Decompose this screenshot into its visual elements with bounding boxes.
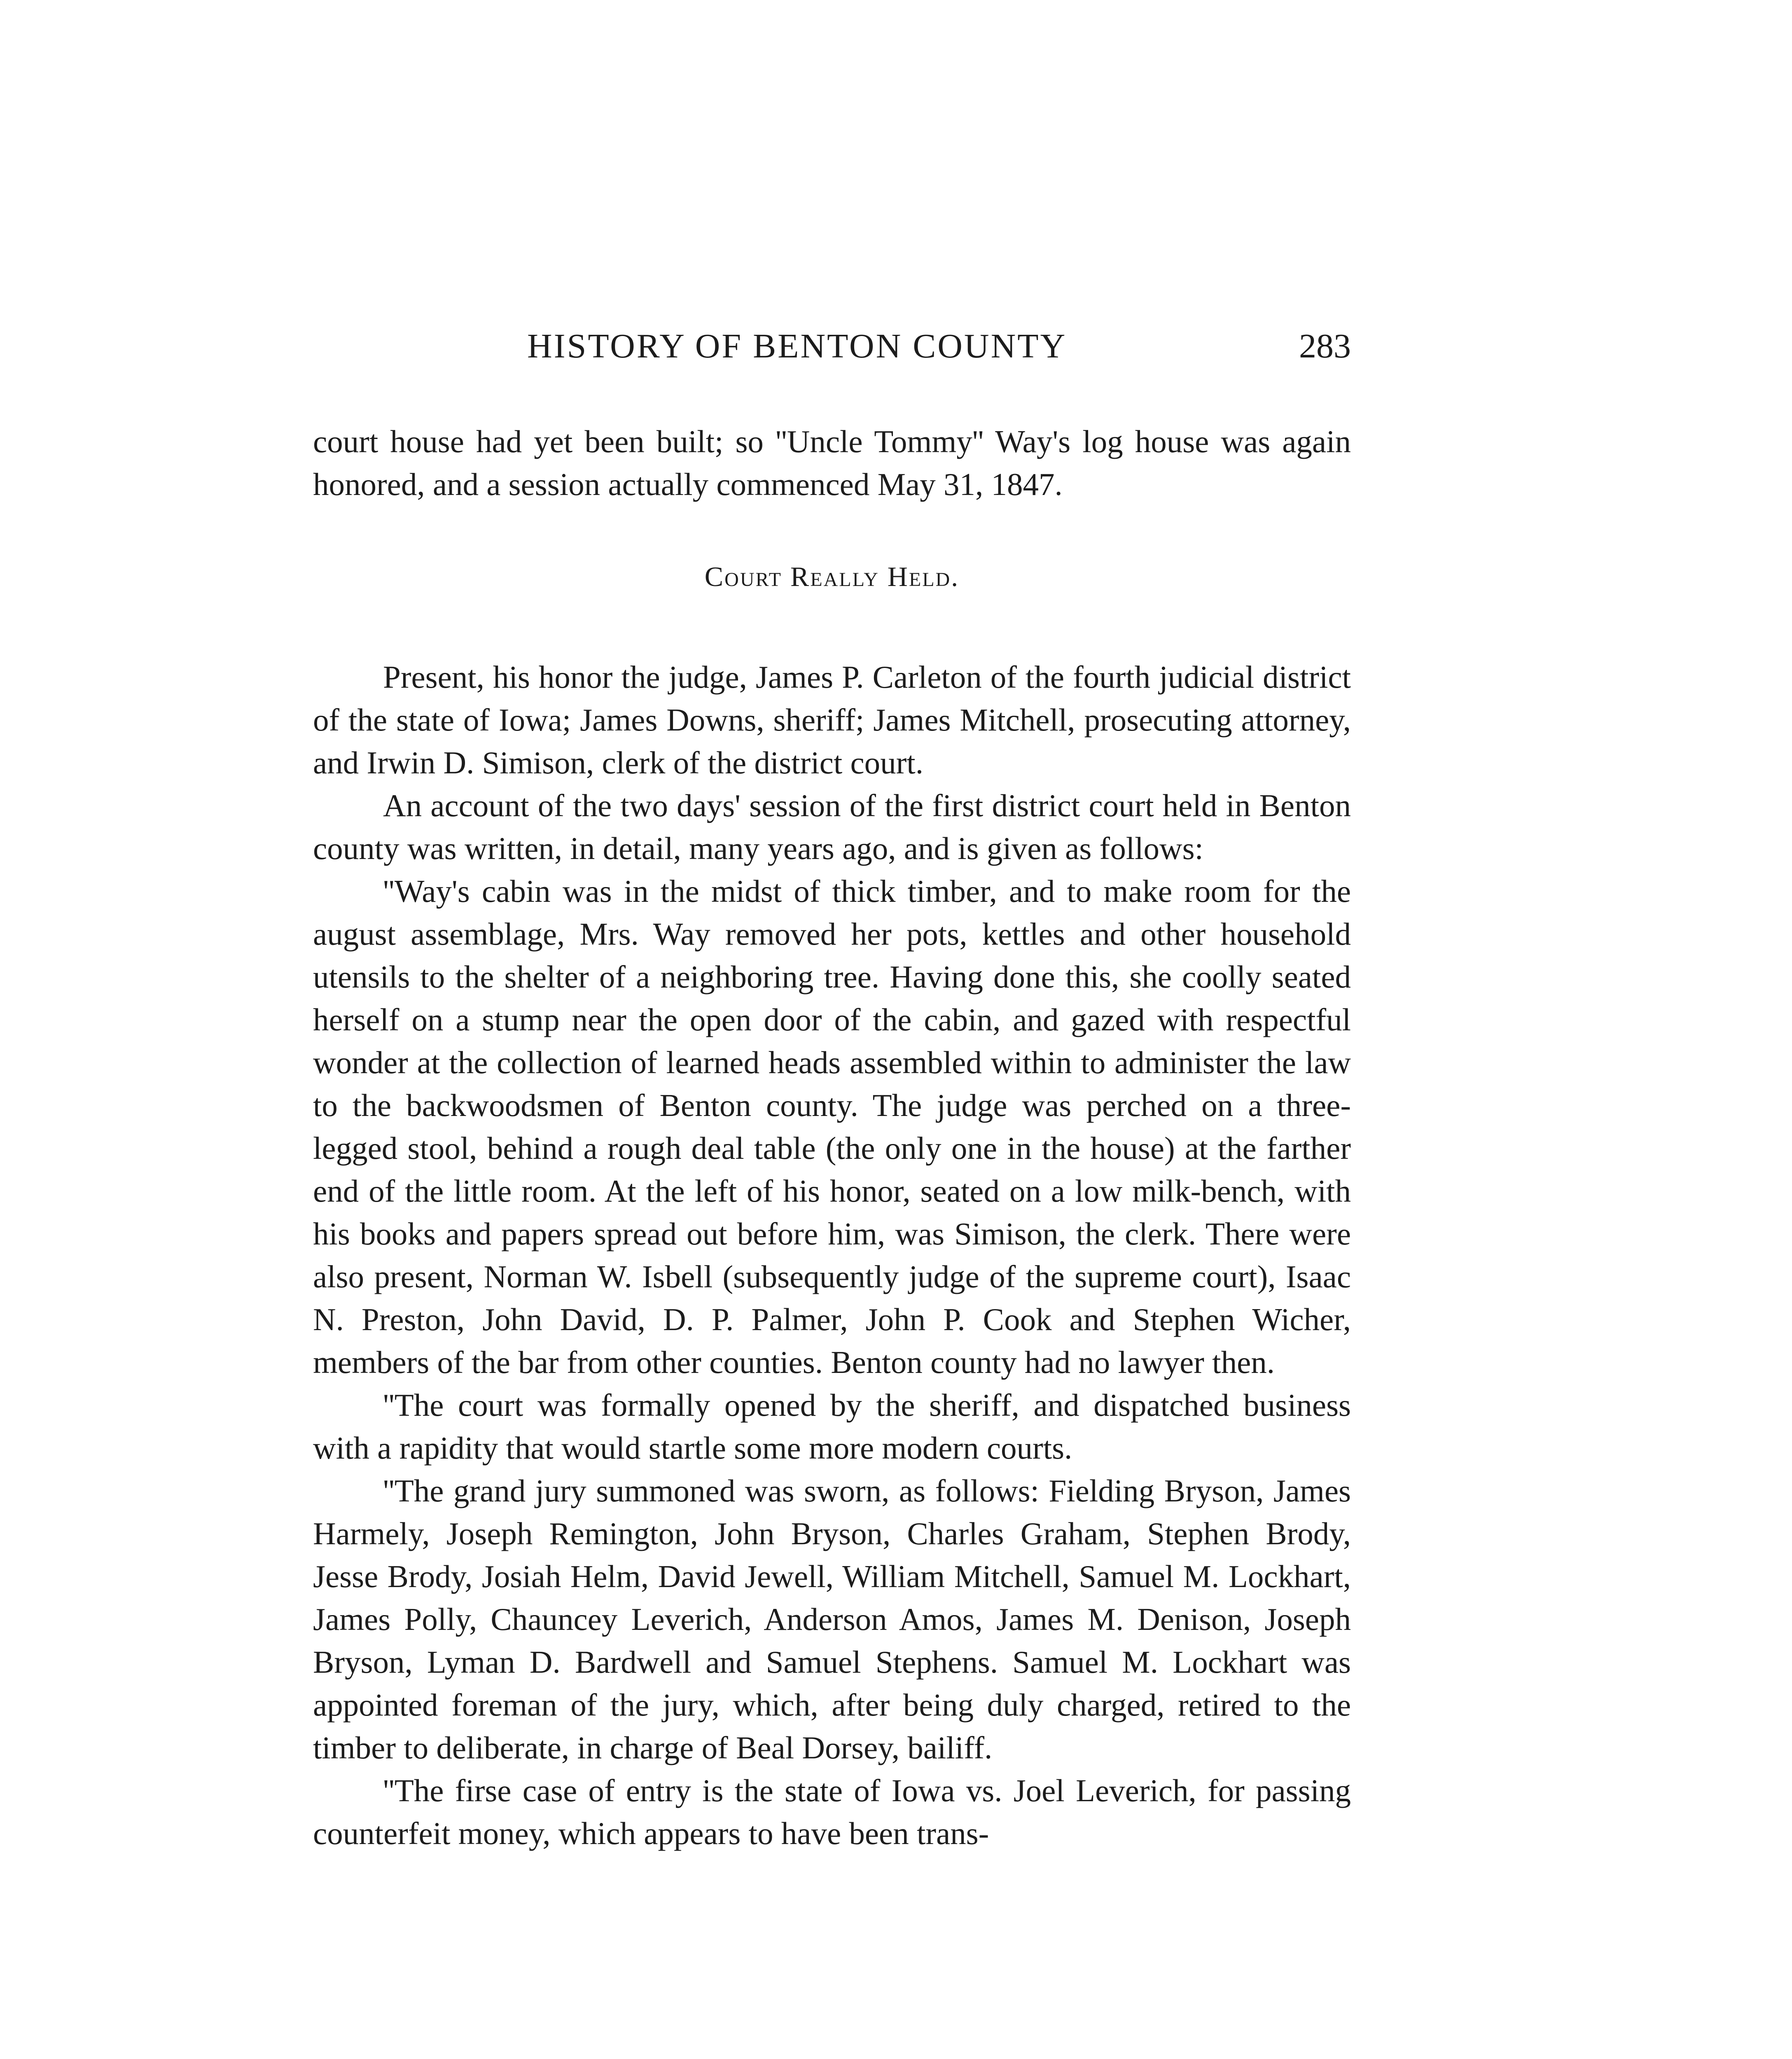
running-title: HISTORY OF BENTON COUNTY [527, 327, 1067, 365]
paragraph-first-case: ''The firse case of entry is the state of Iowa vs. Joel Leverich, for passing counterfeit money, which appears to have been trans- [313, 1773, 1351, 1851]
paragraph-way-cabin: ''Way's cabin was in the midst of thick timber, and to make room for the august assemblage, Mrs. Way removed her pots, kettles and other household utensils to the shelter of a neighboring tree. Having done this, she coolly seated herself on a stump near the open door of the cabin, and gazed with respectful wonder at the collection of learned heads assembled within to administer the law to the backwoodsmen of Benton county. The judge was perched on a three-legged stool, behind a rough deal table (the only one in the house) at the farther end of the little room. At the left of his honor, seated on a low milk-bench, with his books and papers spread out before him, was Simison, the clerk. There were also present, Norman W. Isbell (subsequently judge of the supreme court), Isaac N. Preston, John David, D. P. Palmer, John P. Cook and Stephen Wicher, members of the bar from other counties. Benton county had no lawyer then. [313, 873, 1351, 1380]
paragraph-account: An account of the two days' session of the first district court held in Benton county was written, in detail, many years ago, and is given as follows: [313, 788, 1351, 866]
section-heading: Court Really Held. [704, 561, 960, 592]
body-text [313, 420, 1351, 1855]
paragraph-present: Present, his honor the judge, James P. Carleton of the fourth judicial district of the state of Iowa; James Downs, sheriff; James Mitchell, prosecuting attorney, and Irwin D. Simison, clerk of the district court. [313, 659, 1351, 780]
paragraph-grand-jury: ''The grand jury summoned was sworn, as follows: Fielding Bryson, James Harmely, Joseph Remington, John Bryson, Charles Graham, Stephen Brody, Jesse Brody, Josiah Helm, David Jewell, William Mitchell, Samuel M. Lockhart, James Polly, Chauncey Leverich, Anderson Amos, James M. Denison, Joseph Bryson, Lyman D. Bardwell and Samuel Stephens. Samuel M. Lockhart was appointed foreman of the jury, which, after being duly charged, retired to the timber to deliberate, in charge of Beal Dorsey, bailiff. [313, 1473, 1351, 1765]
page-number: 283 [1299, 327, 1351, 365]
paragraph-continued: court house had yet been built; so ''Uncle Tommy'' Way's log house was again honored, and a session actually commenced May 31, 1847. [313, 424, 1351, 502]
paragraph-court-opened: ''The court was formally opened by the sheriff, and dispatched business with a rapidity that would startle some more modern courts. [313, 1387, 1351, 1466]
running-head [313, 326, 1351, 376]
